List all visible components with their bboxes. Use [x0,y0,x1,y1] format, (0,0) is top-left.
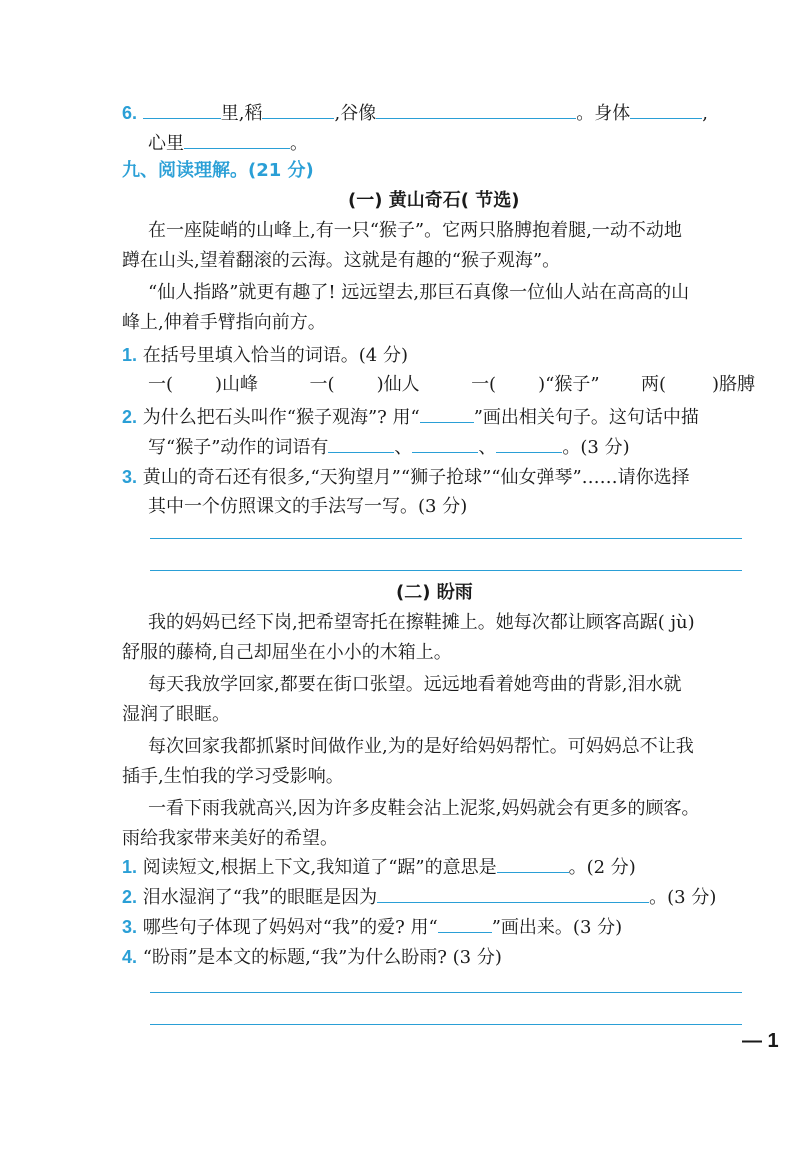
text: 为什么把石头叫作“猴子观海”? 用“ [142,407,420,428]
text: 、 [394,437,413,458]
text: 泪水湿润了“我”的眼眶是因为 [142,887,378,908]
text: )“猴子” [538,374,600,395]
text: ”画出来。(3 分) [491,917,623,938]
passage-title: (二) 盼雨 [396,582,473,603]
paragraph-line: 舒服的藤椅,自己却屈坐在小小的木箱上。 [122,642,452,663]
paragraph-line: 我的妈妈已经下岗,把希望寄托在擦鞋摊上。她每次都让顾客高踞( jù) [148,612,695,633]
answer-blank[interactable] [496,434,562,453]
answer-blank[interactable] [630,100,702,119]
question-6-line-2 [148,130,308,157]
question-4 [122,944,502,971]
text: 。(3 分) [562,437,630,458]
passage-title: (一) 黄山奇石( 节选) [348,190,520,211]
question-3 [122,914,622,941]
paragraph-line: 峰上,伸着手臂指向前方。 [122,312,326,333]
answer-blank[interactable] [262,100,334,119]
question-text: 在括号里填入恰当的词语。(4 分) [142,345,408,366]
underline-sample [438,914,492,933]
question-1 [122,854,636,881]
question-number: 1. [122,857,138,877]
paragraph-line: 湿润了眼眶。 [122,704,230,725]
question-1 [122,342,408,369]
writing-line[interactable] [150,538,742,539]
text: , [702,103,708,124]
page-number: — 1 [742,1030,779,1052]
text: 黄山的奇石还有很多,“天狗望月”“狮子抢球”“仙女弹琴”……请你选择 [142,467,690,488]
answer-blank[interactable] [412,434,478,453]
text: 。身体 [576,103,631,124]
text: 一( [148,374,174,395]
q1-item [641,374,755,395]
text: 两( [641,374,667,395]
text: 。(3 分) [649,887,717,908]
question-2-line-2 [148,434,630,461]
question-3-line-1 [122,464,690,491]
writing-line[interactable] [150,992,742,993]
underline-sample [420,404,474,423]
text: 。(2 分) [568,857,636,878]
text: ”画出相关句子。这句话中描 [473,407,699,428]
paragraph-line: 一看下雨我就高兴,因为许多皮鞋会沾上泥浆,妈妈就会有更多的顾客。 [148,798,700,819]
question-number: 2. [122,407,138,427]
question-2 [122,884,716,911]
question-3-line-2: 其中一个仿照课文的手法写一写。(3 分) [148,496,468,517]
answer-blank[interactable] [328,434,394,453]
text: 写“猴子”动作的词语有 [148,437,329,458]
section-title: 九、阅读理解。(21 分) [122,160,314,181]
paragraph-line: 每次回家我都抓紧时间做作业,为的是好给妈妈帮忙。可妈妈总不让我 [148,736,694,757]
answer-blank[interactable] [377,884,649,903]
paragraph-line: 蹲在山头,望着翻滚的云海。这就是有趣的“猴子观海”。 [122,250,561,271]
q1-item [471,374,599,395]
question-number: 4. [122,947,138,967]
paragraph-line: “仙人指路”就更有趣了! 远远望去,那巨石真像一位仙人站在高高的山 [148,282,690,303]
writing-line[interactable] [150,570,742,571]
text: “盼雨”是本文的标题,“我”为什么盼雨? (3 分) [142,947,502,968]
paragraph-line: 每天我放学回家,都要在街口张望。远远地看着她弯曲的背影,泪水就 [148,674,682,695]
text: ,谷像 [334,103,377,124]
answer-blank[interactable] [376,100,576,119]
writing-line[interactable] [150,1024,742,1025]
q1-item [148,374,258,395]
text: 一( [471,374,497,395]
text: 、 [478,437,497,458]
paragraph-line: 插手,生怕我的学习受影响。 [122,766,344,787]
text: 阅读短文,根据上下文,我知道了“踞”的意思是 [142,857,497,878]
text: )胳膊 [712,374,756,395]
text: 哪些句子体现了妈妈对“我”的爱? 用“ [142,917,438,938]
text: )仙人 [376,374,420,395]
question-number: 2. [122,887,138,907]
text: 心里 [148,133,184,154]
q1-items [148,372,755,398]
question-number: 1. [122,345,138,365]
text: )山峰 [215,374,259,395]
question-number: 6. [122,103,138,123]
paragraph-line: 在一座陡峭的山峰上,有一只“猴子”。它两只胳膊抱着腿,一动不动地 [148,220,682,241]
text: 里,稻 [220,103,263,124]
answer-blank[interactable] [184,130,290,149]
question-number: 3. [122,917,138,937]
paragraph-line: 雨给我家带来美好的希望。 [122,828,338,849]
question-6-line-1 [122,100,708,127]
text: 一( [309,374,335,395]
question-2-line-1 [122,404,699,431]
answer-blank[interactable] [497,854,569,873]
question-number: 3. [122,467,138,487]
q1-item [310,374,420,395]
text: 。 [290,133,308,154]
answer-blank[interactable] [143,100,221,119]
